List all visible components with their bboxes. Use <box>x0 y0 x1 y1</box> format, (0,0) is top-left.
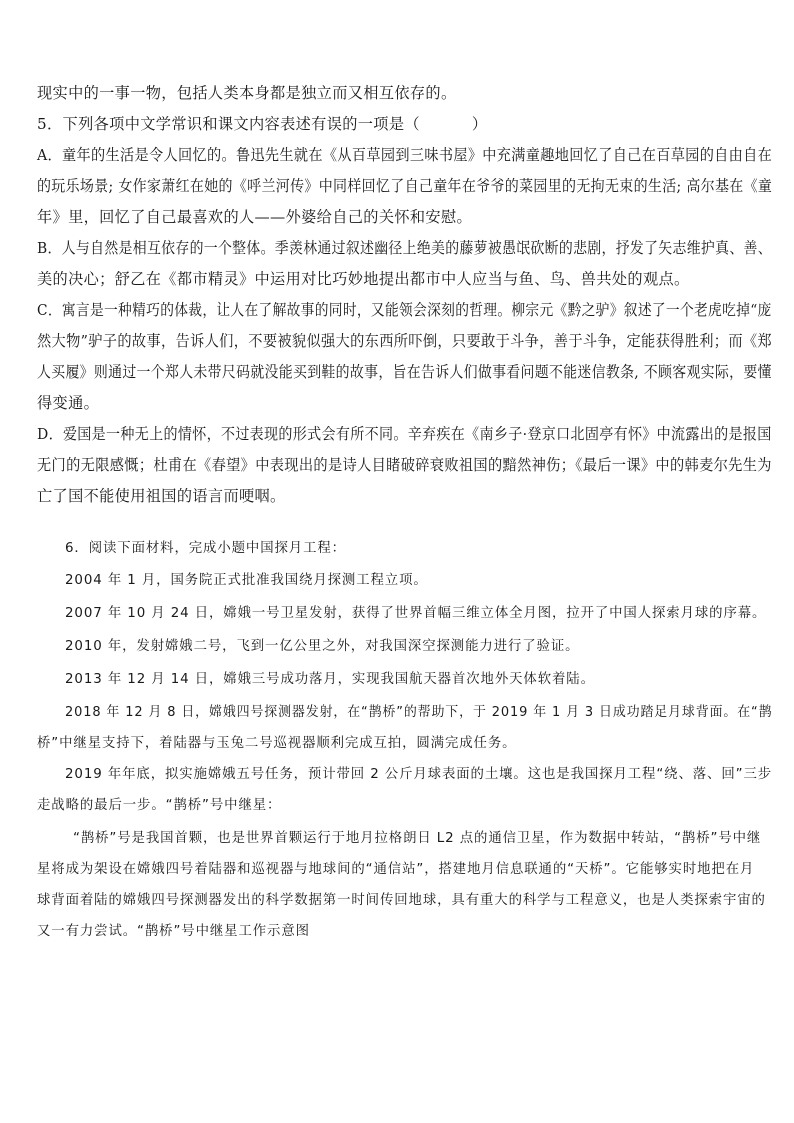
material-paragraph-3: 2010 年，发射嫦娥二号，飞到一亿公里之外，对我国深空探测能力进行了验证。 <box>65 639 580 654</box>
option-d-line-3: 亡了国不能使用祖国的语言而哽咽。 <box>37 487 286 505</box>
option-a-line-3: 年》里，回忆了自己最喜欢的人——外婆给自己的关怀和安慰。 <box>37 208 473 226</box>
material-paragraph-7-line-4: 又一有力尝试。“鹊桥”号中继星工作示意图 <box>37 924 310 939</box>
material-paragraph-5-line-2: 桥”中继星支持下，着陆器与玉兔二号巡视器顺利完成互拍，圆满完成任务。 <box>37 736 517 751</box>
material-paragraph-2: 2007 年 10 月 24 日，嫦娥一号卫星发射，获得了世界首幅三维立体全月图，拉开了中国人探索月球的序幕。 <box>65 606 767 621</box>
option-b-line-2: 美的决心；舒乙在《都市精灵》中运用对比巧妙地提出都市中人应当与鱼、鸟、兽共处的观点。 <box>37 270 690 288</box>
question-5-stem-close: ） <box>471 115 488 133</box>
option-d-line-1: D．爱国是一种无上的情怀，不过表现的形式会有所不同。辛弃疾在《南乡子·登京口北固亭有怀》中流露出的是报国 <box>37 425 772 443</box>
material-paragraph-4: 2013 年 12 月 14 日，嫦娥三号成功落月，实现我国航天器首次地外天体软着陆。 <box>65 672 595 687</box>
option-c-line-1: C．寓言是一种精巧的体裁，让人在了解故事的同时，又能领会深刻的哲理。柳宗元《黔之驴》叙述了一个老虎吃掉“庞 <box>37 301 772 319</box>
option-d-line-2: 无门的无限感慨；杜甫在《春望》中表现出的是诗人目睹破碎衰败祖国的黯然神伤；《最后一课》中的韩麦尔先生为 <box>37 456 772 474</box>
question-6-stem <box>65 540 346 558</box>
option-c-line-4: 得变通。 <box>37 394 100 412</box>
option-a-line-1: A．童年的生活是令人回忆的。鲁迅先生就在《从百草园到三味书屋》中充满童趣地回忆了自己在百草园的自由自在 <box>37 146 773 164</box>
material-paragraph-6-line-2: 走战略的最后一步。“鹊桥”号中继星： <box>37 798 282 813</box>
material-paragraph-7-line-2: 星将成为架设在嫦娥四号着陆器和巡视器与地球间的“通信站”，搭建地月信息联通的“天桥”。它能够实时地把在月 <box>37 862 755 877</box>
option-c-line-2: 然大物”驴子的故事，告诉人们，不要被貌似强大的东西所吓倒，只要敢于斗争，善于斗争，定能获得胜利；而《郑 <box>37 332 772 350</box>
option-c-line-3: 人买履》则通过一个郑人未带尺码就没能买到鞋的故事，旨在告诉人们做事看问题不能迷信教条, 不顾客观实际，要懂 <box>37 363 772 381</box>
intro-tail-line: 现实中的一事一物，包括人类本身都是独立而又相互依存的。 <box>37 84 457 102</box>
material-paragraph-5-line-1: 2018 年 12 月 8 日，嫦娥四号探测器发射，在“鹊桥”的帮助下，于 2019 年 1 月 3 日成功踏足月球背面。在“鹊 <box>65 705 773 720</box>
material-paragraph-7-line-3: 球背面着陆的嫦娥四号探测器发出的科学数据第一时间传回地球，具有重大的科学与工程意义，也是人类探索宇宙的 <box>37 893 766 908</box>
question-6-stem-title: 中国探月工程： <box>245 541 346 556</box>
option-a-line-2: 的玩乐场景; 女作家萧红在她的《呼兰河传》中同样回忆了自己童年在爷爷的菜园里的无拘无束的生活; 高尔基在《童 <box>37 177 773 195</box>
question-6-stem-number: 6．阅读下面材料，完成小题 <box>65 541 246 556</box>
material-paragraph-1: 2004 年 1 月，国务院正式批准我国绕月探测工程立项。 <box>65 573 428 588</box>
material-paragraph-6-line-1: 2019 年年底，拟实施嫦娥五号任务，预计带回 2 公斤月球表面的土壤。这也是我国探月工程“绕、落、回”三步 <box>65 767 773 782</box>
question-5-stem-text: 5．下列各项中文学常识和课文内容表述有误的一项是（ <box>37 115 420 133</box>
question-5-stem <box>37 115 487 133</box>
option-b-line-1: B．人与自然是相互依存的一个整体。季羡林通过叙述幽径上绝美的藤萝被愚氓砍断的悲剧，抒发了矢志维护真、善、 <box>37 239 772 257</box>
material-paragraph-7-line-1: “鹊桥”号是我国首颗，也是世界首颗运行于地月拉格朗日 L2 点的通信卫星，作为数据中转站，“鹊桥”号中继 <box>73 831 762 846</box>
